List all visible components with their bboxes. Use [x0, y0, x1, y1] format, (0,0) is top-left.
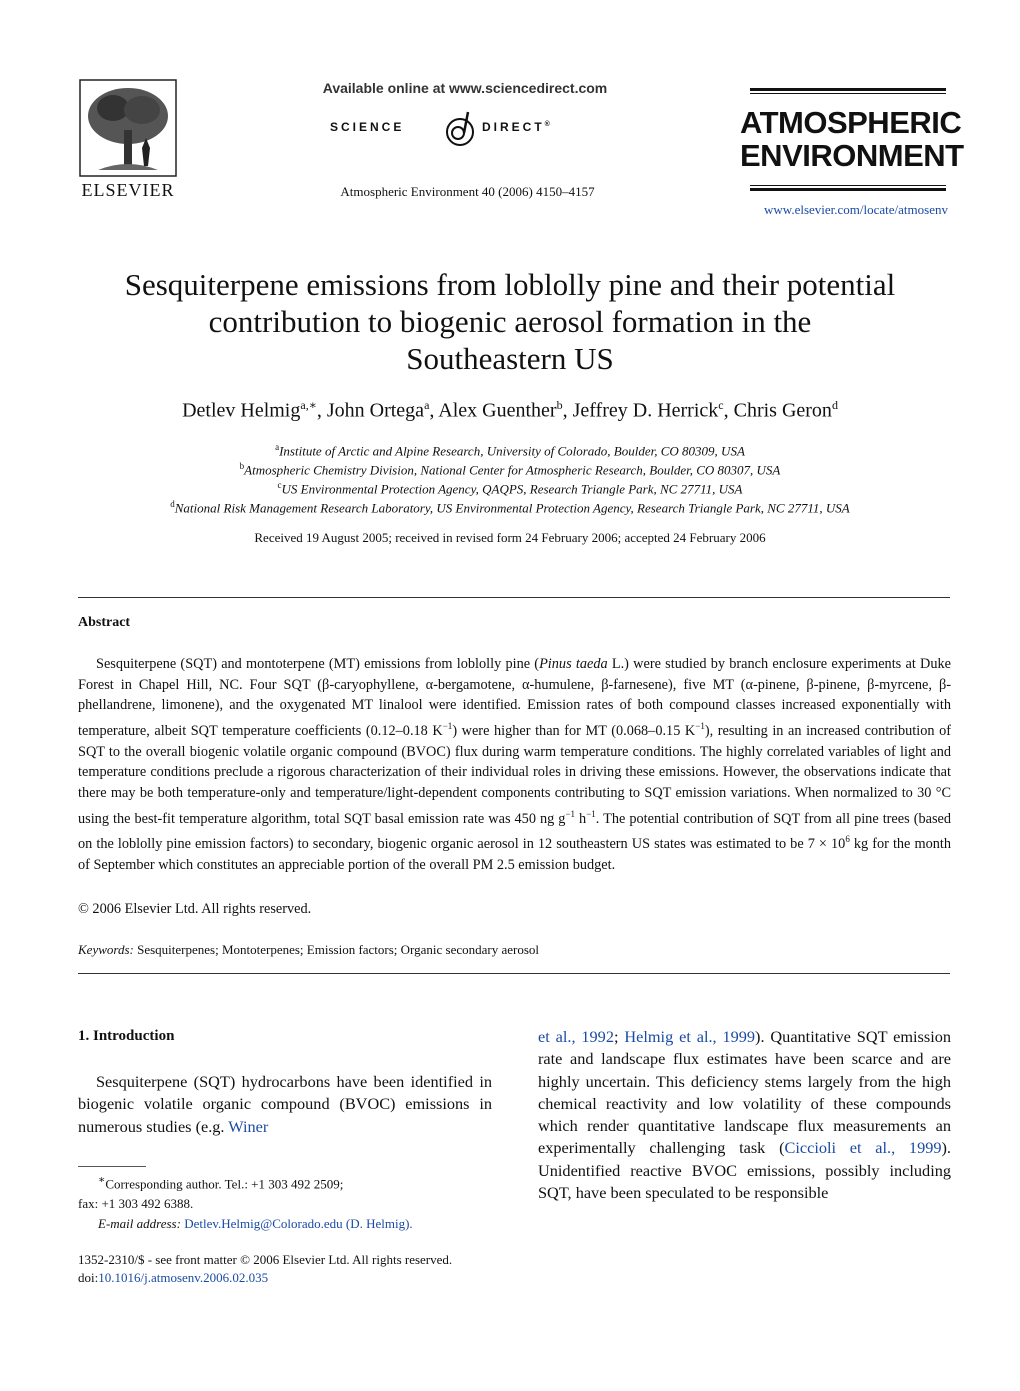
abstract-species: Pinus taeda: [539, 656, 608, 672]
intro-left-column: [78, 1071, 492, 1138]
intro-text: ). Quantitative SQT emission rate and landscape flux estimates have been scarce and are highly uncertain. This deficiency stems largely from the high chemical reactivity and low volatility of these compounds which render quantitative landscape flux measurements an experimentally challenging task (: [538, 1027, 951, 1158]
journal-title-line1: ATMOSPHERIC: [740, 105, 962, 140]
affil-mark: a: [275, 442, 280, 452]
affiliation: [70, 480, 950, 497]
abstract-text: kg for the month of September which constitutes an appreciable portion of the overall PM 2.5 emission budget.: [78, 835, 951, 873]
abstract-copyright: © 2006 Elsevier Ltd. All rights reserved.: [78, 901, 312, 917]
available-online-text: Available online at www.sciencedirect.com: [322, 80, 608, 96]
abstract-exponent: 6: [845, 834, 850, 845]
journal-title: [740, 105, 964, 173]
abstract-text: h: [575, 810, 587, 827]
keywords-list: Sesquiterpenes; Montoterpenes; Emission factors; Organic secondary aerosol: [133, 942, 540, 957]
abstract-exponent: −1: [586, 808, 596, 819]
publisher-name: ELSEVIER: [81, 180, 175, 200]
author-list: [70, 398, 950, 423]
journal-rule-top: [750, 88, 946, 91]
author-separator: ,: [562, 399, 573, 422]
journal-citation: Atmospheric Environment 40 (2006) 4150–4157: [340, 184, 595, 199]
front-matter-info: [78, 1251, 452, 1287]
author-name[interactable]: Alex Guenther: [438, 399, 557, 422]
abstract-text: ) were higher than for MT (0.068–0.15 K: [452, 722, 696, 739]
journal-rule-bottom-thin: [750, 185, 946, 186]
author-affil-mark: a,∗: [300, 398, 317, 412]
sciencedirect-logo: [330, 108, 600, 150]
issn-line: 1352-2310/$ - see front matter © 2006 Elsevier Ltd. All rights reserved.: [78, 1252, 453, 1267]
affil-mark: b: [239, 461, 245, 471]
footnote-line: fax: +1 303 492 6388.: [78, 1196, 194, 1212]
affil-text: National Risk Management Research Laboratory, US Environmental Protection Agency, Research Triangle Park, NC 27711, USA: [174, 500, 850, 516]
abstract-exponent: −1: [565, 808, 576, 819]
footnote-email-line: [78, 1214, 492, 1234]
author-affil-mark: d: [831, 398, 838, 412]
article-title-line2: contribution to biogenic aerosol formation in the: [208, 304, 812, 339]
keywords: [78, 942, 950, 958]
citation-link[interactable]: Helmig et al., 1999: [624, 1027, 756, 1046]
author-separator: ,: [316, 399, 327, 422]
journal-rule-top-thin: [750, 93, 946, 94]
sd-d-logo-icon: [442, 108, 478, 150]
footnote-rule: [78, 1166, 146, 1167]
doi-line: [78, 1269, 452, 1287]
doi-link[interactable]: 10.1016/j.atmosenv.2006.02.035: [98, 1270, 269, 1285]
author-affil-mark: b: [556, 398, 563, 412]
affil-text: Institute of Arctic and Alpine Research, University of Colorado, Boulder, CO 80309, USA: [279, 443, 745, 459]
footnote: [78, 1170, 492, 1234]
article-title-line3: Southeastern US: [406, 341, 614, 376]
journal-rule-bottom: [750, 188, 946, 191]
intro-right-column: [538, 1026, 951, 1204]
abstract-body: [78, 654, 951, 875]
abstract-exponent: −1: [442, 721, 453, 732]
abstract-heading: Abstract: [78, 615, 131, 630]
abstract-divider-top: [78, 597, 950, 598]
affiliation: [70, 461, 950, 478]
article-title-line1: Sesquiterpene emissions from loblolly pine and their potential: [124, 267, 896, 302]
affil-text: Atmospheric Chemistry Division, National Center for Atmospheric Research, Boulder, CO 80307, USA: [244, 462, 781, 478]
abstract-text: . The potential contribution of SQT from all pine trees (based on the loblolly pine emission factors) to secondary, biogenic organic aerosol in 12 southeastern US states was estimated to be 7 × 10: [78, 810, 952, 852]
author-affil-mark: a: [424, 398, 430, 412]
citation-separator: ;: [613, 1027, 625, 1046]
intro-text: Sesquiterpene (SQT) hydrocarbons have been identified in biogenic volatile organic compound (BVOC) emissions in numerous studies (e.g.: [78, 1072, 492, 1136]
received-dates: Received 19 August 2005; received in revised form 24 February 2006; accepted 24 February 2006: [254, 530, 766, 545]
footnote-line: [78, 1170, 492, 1194]
footnote-mark: ∗: [98, 1174, 106, 1186]
affil-mark: c: [277, 480, 282, 490]
abstract-text: ), resulting in an increased contribution of SQT to the overall biogenic volatile organic compound (BVOC) flux during warm temperature conditions. The highly correlated variables of light and temperature conditions preclude a rigorous characterization of their individual roles in driving these emissions. However, the observations indicate that there may be both temperature-only and temperature/light-dependent components contributing to SQT emission variations. When normalized to 30 °C using the best-fit temperature algorithm, total SQT basal emission rate was 450 ng g: [78, 722, 951, 827]
abstract-text: L.) were studied by branch enclosure experiments at Duke Forest in Chapel Hill, NC. Four SQT (β-caryophyllene, α-bergamotene, α-humulene, β-farnesene), five MT (α-pinene, β-pinene, β-myrcene, β-phellandrene, limonene), and the oxygenated MT linalool were identified. Emission rates of both compound classes increased exponentially with temperature, albeit SQT temperature coefficients (0.12–0.18 K: [78, 656, 951, 739]
footnote-text: Corresponding author. Tel.: +1 303 492 2509;: [105, 1176, 344, 1192]
author-affil-mark: c: [718, 398, 724, 412]
author-separator: ,: [429, 399, 439, 422]
section-heading-introduction: 1. Introduction: [78, 1028, 175, 1044]
email-link[interactable]: Detlev.Helmig@Colorado.edu (D. Helmig).: [184, 1216, 413, 1232]
article-title: [70, 266, 950, 377]
affiliation: [70, 499, 950, 516]
email-label: E-mail address:: [98, 1216, 181, 1232]
intro-text: ). Unidentified reactive BVOC emissions, possibly including SQT, have been speculated to be responsible: [538, 1138, 951, 1203]
author-name[interactable]: John Ortega: [326, 399, 425, 422]
journal-url-link[interactable]: www.elsevier.com/locate/atmosenv: [764, 202, 948, 217]
citation-link[interactable]: Winer: [228, 1116, 269, 1136]
affil-text: US Environmental Protection Agency, QAQPS, Research Triangle Park, NC 27711, USA: [281, 481, 743, 497]
doi-label: doi:: [78, 1270, 99, 1285]
abstract-divider-bottom: [78, 973, 950, 974]
author-name[interactable]: Detlev Helmig: [182, 399, 301, 422]
affiliation: [70, 442, 950, 459]
journal-title-line2: ENVIRONMENT: [740, 138, 964, 173]
elsevier-tree-logo: [78, 78, 178, 178]
author-name[interactable]: Chris Geron: [733, 399, 832, 422]
citation-link[interactable]: et al., 1992: [538, 1027, 614, 1046]
affil-mark: d: [170, 499, 175, 509]
author-separator: ,: [723, 399, 734, 422]
abstract-text: Sesquiterpene (SQT) and montoterpene (MT) emissions from loblolly pine (: [96, 656, 540, 672]
keywords-label: Keywords:: [78, 942, 134, 957]
author-name[interactable]: Jeffrey D. Herrick: [572, 399, 719, 422]
abstract-exponent: −1: [695, 721, 705, 732]
sd-word-direct: DIRECT®: [482, 120, 553, 134]
sd-word-science: SCIENCE: [330, 120, 405, 134]
citation-link[interactable]: Ciccioli et al., 1999: [784, 1138, 942, 1158]
